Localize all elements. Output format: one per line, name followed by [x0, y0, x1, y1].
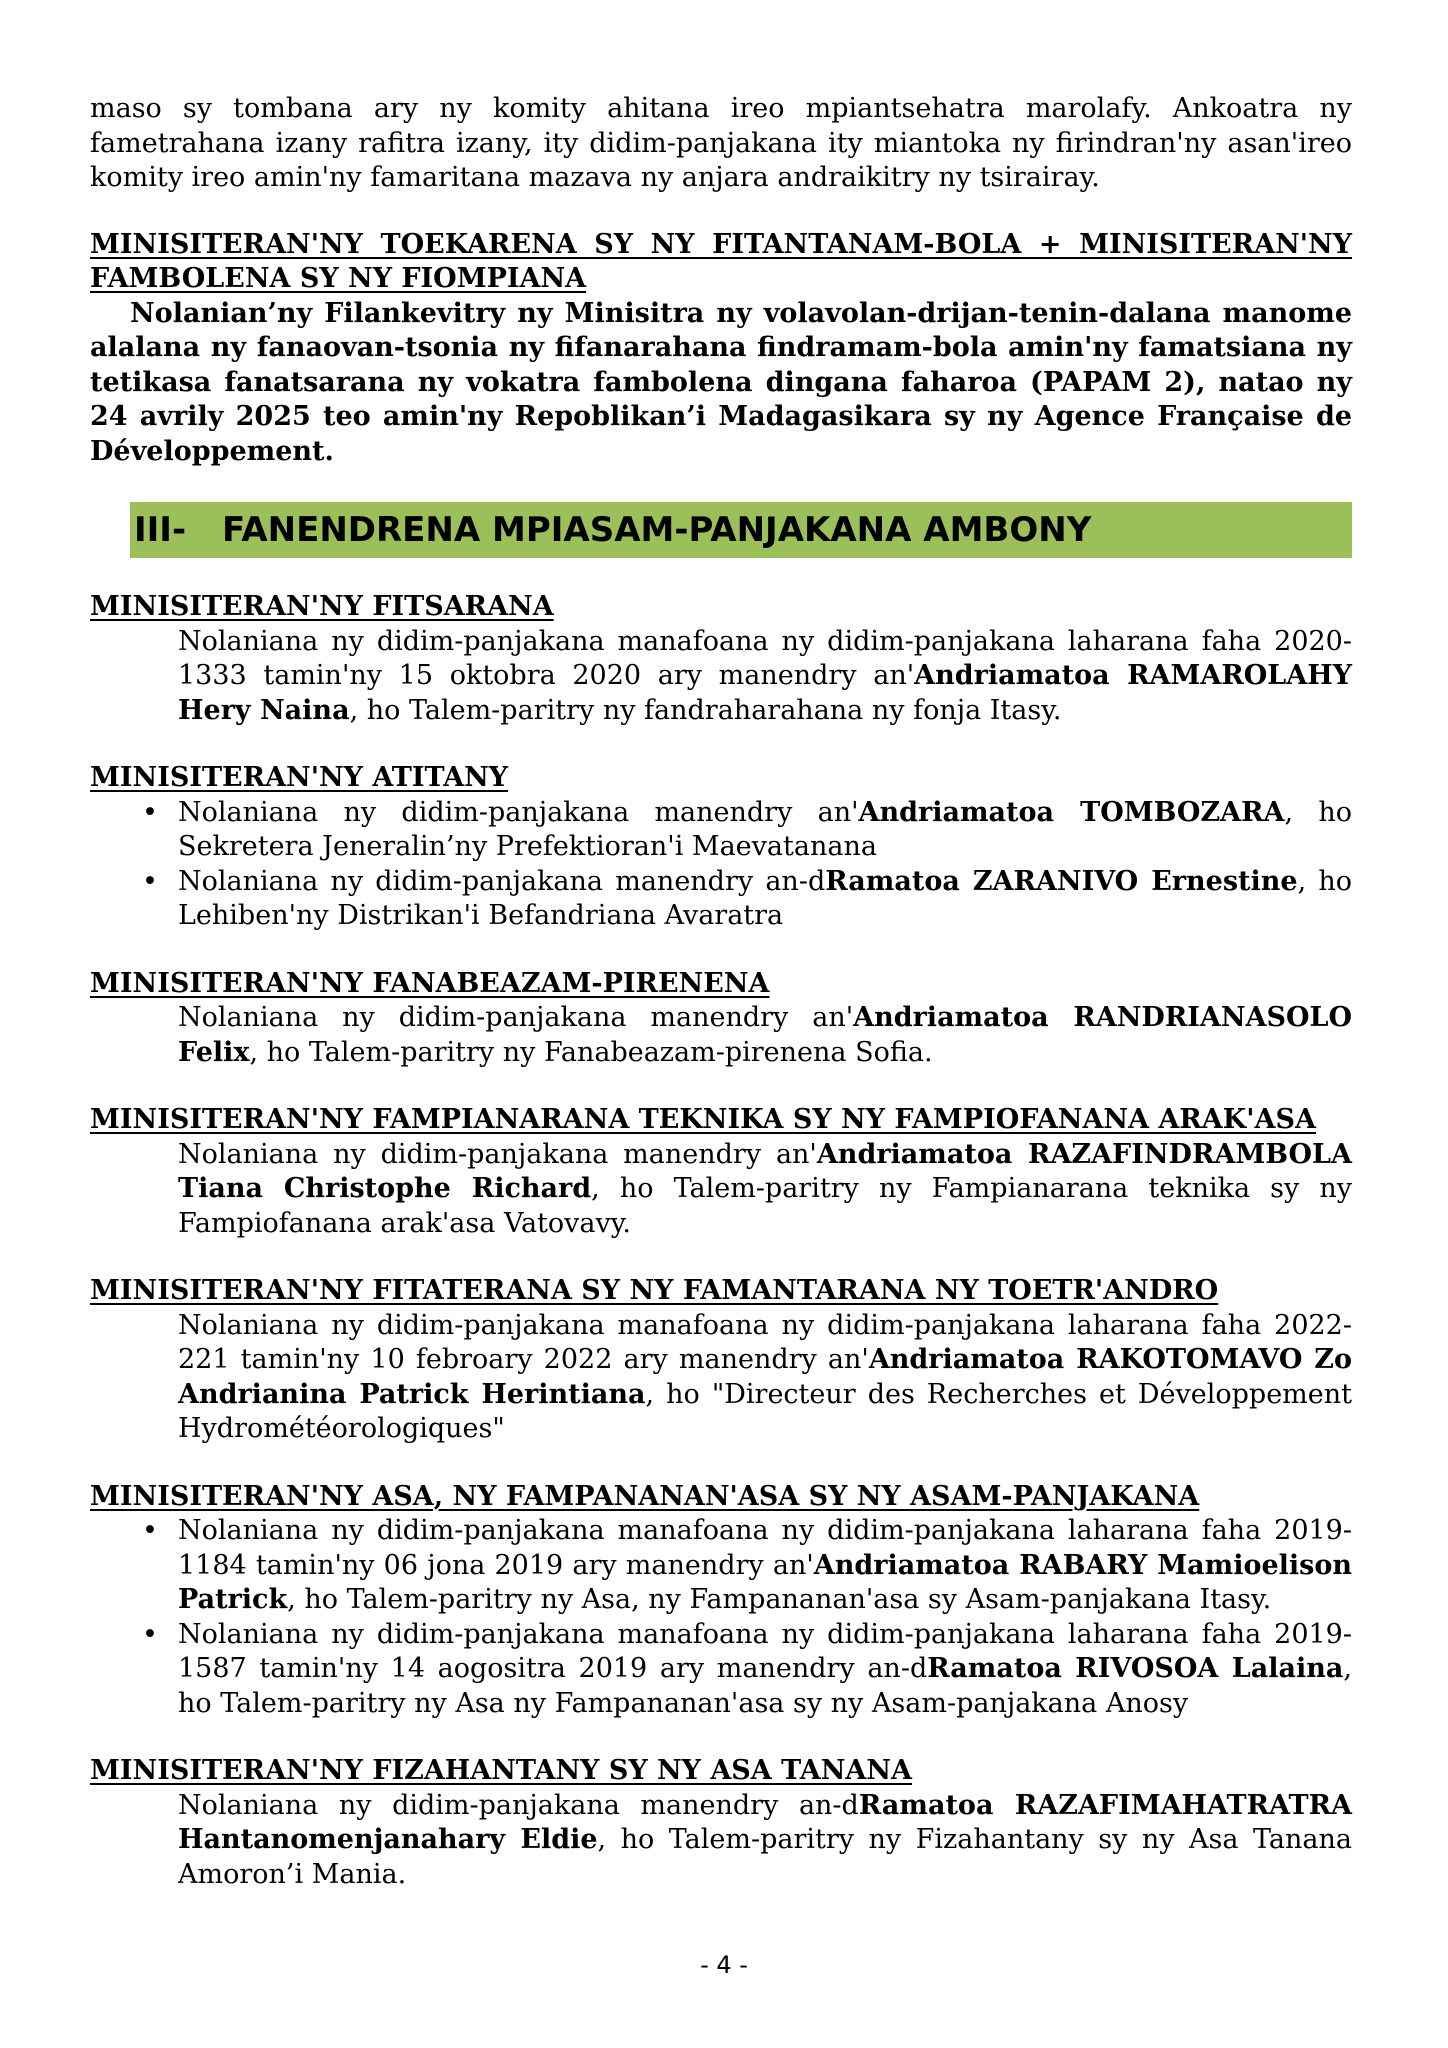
- appointee-name: Andriamatoa TOMBOZARA: [858, 796, 1285, 828]
- appointee-name: Ramatoa ZARANIVO Ernestine: [825, 865, 1298, 897]
- justice-block: [90, 590, 1352, 728]
- labour-block: [90, 1480, 1352, 1722]
- list-item: • Nolaniana ny didim-panjakana manafoana ny didim-panjakana laharana faha 2019-1184 tamin'ny 06 jona 2019 ary manendry an'Andriamatoa RABARY Mamioelison Patrick, ho Talem-paritry ny Asa, ny Fampananan'asa sy Asam-panjakana Itasy.: [178, 1514, 1352, 1618]
- intro-paragraph: maso sy tombana ary ny komity ahitana ireo mpiantsehatra marolafy. Ankoatra ny fametrahana izany rafitra izany, ity didim-panjakana ity miantoka ny firindran'ny asan'ireo komity ireo amin'ny famaritana mazava ny anjara andraikitry ny tsirairay.: [90, 93, 1352, 193]
- technical-block: [90, 1103, 1352, 1241]
- appointee-name: Ramatoa RAZAFIMAHATRATRA Hantanomenjanahary Eldie: [178, 1789, 1353, 1855]
- technical-text: Nolaniana ny didim-panjakana manendry an'Andriamatoa RAZAFINDRAMBOLA Tiana Christophe Richard, ho Talem-paritry ny Fampianarana teknika sy ny Fampiofanana arak'asa Vatovavy.: [178, 1138, 1352, 1239]
- agriculture-text: Nolanian’ny Filankevitry ny Minisitra ny volavolan-drijan-tenin-dalana manome alalana ny fanaovan-tsonia ny fifanarahana findramam-bola amin'ny famatsiana ny tetikasa fanatsarana ny vokatra fambolena dingana faharoa (PAPAM 2), natao ny 24 avrily 2025 teo amin'ny Repoblikan’i Madagasikara sy ny Agence Française de Développement.: [90, 297, 1352, 467]
- appointee-name: Andriamatoa RANDRIANASOLO Felix: [178, 1002, 1352, 1068]
- agriculture-block: [90, 228, 1352, 470]
- tourism-block: [90, 1754, 1352, 1892]
- labour-heading: MINISITERAN'NY ASA, NY FAMPANANAN'ASA SY NY ASAM-PANJAKANA: [90, 1480, 1200, 1512]
- education-block: [90, 967, 1352, 1071]
- section-header: [130, 502, 1352, 558]
- interior-heading: MINISITERAN'NY ATITANY: [90, 762, 509, 793]
- transport-text: Nolaniana ny didim-panjakana manafoana ny didim-panjakana laharana faha 2022-221 tamin'ny 10 febroary 2022 ary manendry an'Andriamatoa RAKOTOMAVO Zo Andrianina Patrick Herintiana, ho "Directeur des Recherches et Développement Hydrométéorologiques": [178, 1309, 1352, 1444]
- education-heading: MINISITERAN'NY FANABEAZAM-PIRENENA: [90, 967, 770, 999]
- tourism-heading: MINISITERAN'NY FIZAHANTANY SY NY ASA TANANA: [90, 1755, 912, 1786]
- list-item: • Nolaniana ny didim-panjakana manendry an-dRamatoa ZARANIVO Ernestine, ho Lehiben'ny Distrikan'i Befandriana Avaratra: [178, 865, 1352, 934]
- labour-list: [90, 1514, 1352, 1721]
- agriculture-heading: MINISITERAN'NY TOEKARENA SY NY FITANTANAM-BOLA + MINISITERAN'NY FAMBOLENA SY NY FIOMPIANA: [90, 228, 1352, 294]
- appointee-name: Andriamatoa RAKOTOMAVO Zo Andrianina Patrick Herintiana: [178, 1344, 1352, 1410]
- transport-heading: MINISITERAN'NY FITATERANA SY NY FAMANTARANA NY TOETR'ANDRO: [90, 1275, 1219, 1306]
- technical-heading: MINISITERAN'NY FAMPIANARANA TEKNIKA SY NY FAMPIOFANANA ARAK'ASA: [90, 1104, 1316, 1135]
- interior-block: [90, 761, 1352, 934]
- justice-text: Nolaniana ny didim-panjakana manafoana ny didim-panjakana laharana faha 2020-1333 tamin'ny 15 oktobra 2020 ary manendry an'Andriamatoa RAMAROLAHY Hery Naina, ho Talem-paritry ny fandraharahana ny fonja Itasy.: [178, 625, 1352, 726]
- page-number: - 4 -: [700, 1951, 748, 1979]
- transport-block: [90, 1274, 1352, 1447]
- interior-list: [90, 796, 1352, 934]
- education-text: Nolaniana ny didim-panjakana manendry an'Andriamatoa RANDRIANASOLO Felix, ho Talem-paritry ny Fanabeazam-pirenena Sofia.: [178, 1002, 1352, 1068]
- appointee-name: Andriamatoa RABARY Mamioelison Patrick: [178, 1549, 1352, 1615]
- appointee-name: Andriamatoa RAMAROLAHY Hery Naina: [178, 660, 1352, 726]
- tourism-text: Nolaniana ny didim-panjakana manendry an-dRamatoa RAZAFIMAHATRATRA Hantanomenjanahary Eldie, ho Talem-paritry ny Fizahantany sy ny Asa Tanana Amoron’i Mania.: [178, 1789, 1353, 1890]
- section-title: FANENDRENA MPIASAM-PANJAKANA AMBONY: [222, 509, 1092, 550]
- document-page: [90, 92, 1352, 1925]
- section-number: III-: [134, 509, 187, 550]
- list-item: • Nolaniana ny didim-panjakana manendry an'Andriamatoa TOMBOZARA, ho Sekretera Jeneralin’ny Prefektioran'i Maevatanana: [178, 796, 1352, 865]
- list-item: • Nolaniana ny didim-panjakana manafoana ny didim-panjakana laharana faha 2019-1587 tamin'ny 14 aogositra 2019 ary manendry an-dRamatoa RIVOSOA Lalaina, ho Talem-paritry ny Asa ny Fampananan'asa sy ny Asam-panjakana Anosy: [178, 1618, 1352, 1722]
- appointee-name: Ramatoa RIVOSOA Lalaina: [927, 1653, 1344, 1684]
- appointee-name: Andriamatoa RAZAFINDRAMBOLA Tiana Christophe Richard: [178, 1138, 1352, 1204]
- justice-heading: MINISITERAN'NY FITSARANA: [90, 591, 554, 622]
